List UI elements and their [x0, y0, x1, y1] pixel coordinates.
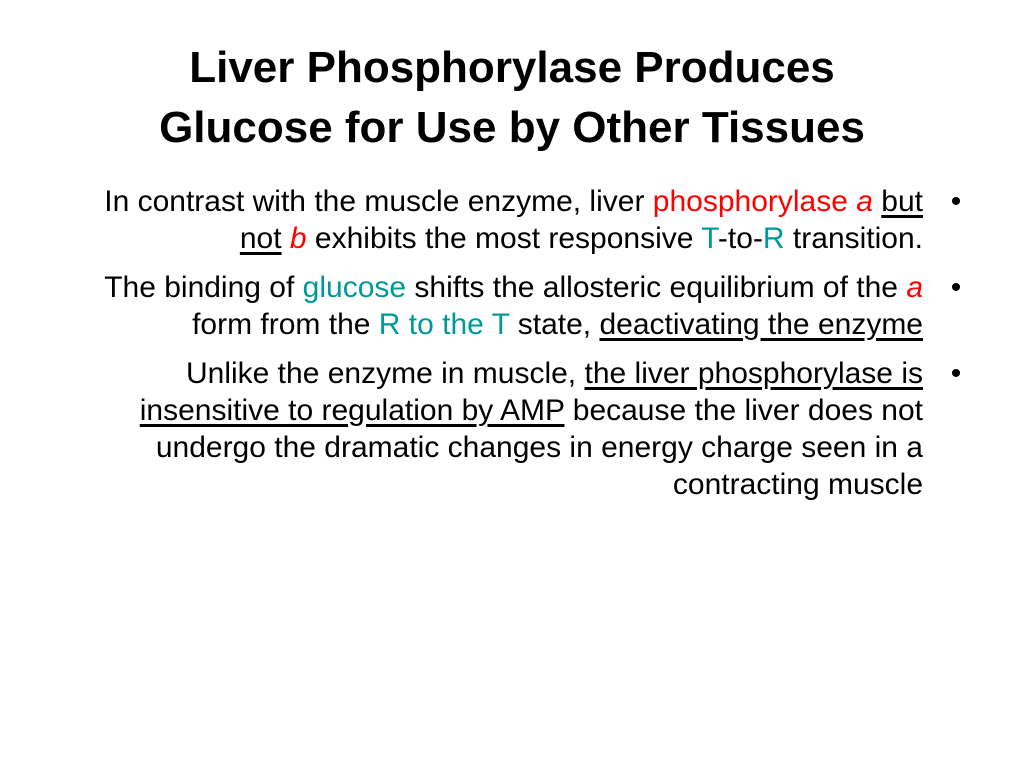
underlined-insensitive-amp: the liver phosphorylase is insensitive to regulation by AMP — [139, 357, 923, 427]
highlight-t-state: T — [701, 222, 718, 255]
bullet-list — [100, 183, 980, 515]
bullet-dot-icon: • — [950, 271, 962, 304]
text: In contrast with the muscle enzyme, liver — [104, 185, 653, 218]
text: state, — [509, 308, 600, 341]
highlight-form-b: b — [289, 222, 307, 255]
bullet-item-3 — [100, 355, 980, 503]
highlight-r-state: R — [762, 222, 785, 255]
bullet-dot-icon: • — [950, 185, 962, 218]
slide-title — [0, 38, 1024, 158]
text: exhibits the most responsive — [306, 222, 702, 255]
text: transition. — [784, 222, 923, 255]
title-line-1: Liver Phosphorylase Produces — [189, 43, 835, 92]
highlight-phosphorylase: phosphorylase — [652, 185, 857, 218]
highlight-form-a: a — [856, 185, 873, 218]
highlight-form-a: a — [906, 271, 923, 304]
highlight-r-to-t: R to the T — [378, 308, 510, 341]
text: shifts the allosteric equilibrium of the — [406, 271, 907, 304]
highlight-glucose: glucose — [302, 271, 407, 304]
text: The binding of — [104, 271, 303, 304]
bullet-item-1 — [100, 183, 980, 257]
underlined-deactivating: deactivating the enzyme — [599, 308, 923, 341]
bullet-dot-icon: • — [950, 357, 962, 390]
title-line-2: Glucose for Use by Other Tissues — [159, 103, 865, 152]
text: -to- — [717, 222, 763, 255]
text — [282, 222, 290, 255]
underlined-but-not: but not — [239, 185, 923, 255]
bullet-item-2 — [100, 269, 980, 343]
text: because the liver does not undergo the dramatic changes in energy charge seen in a contracting muscle — [155, 394, 923, 501]
text: form from the — [192, 308, 379, 341]
text: Unlike the enzyme in muscle, — [185, 357, 585, 390]
